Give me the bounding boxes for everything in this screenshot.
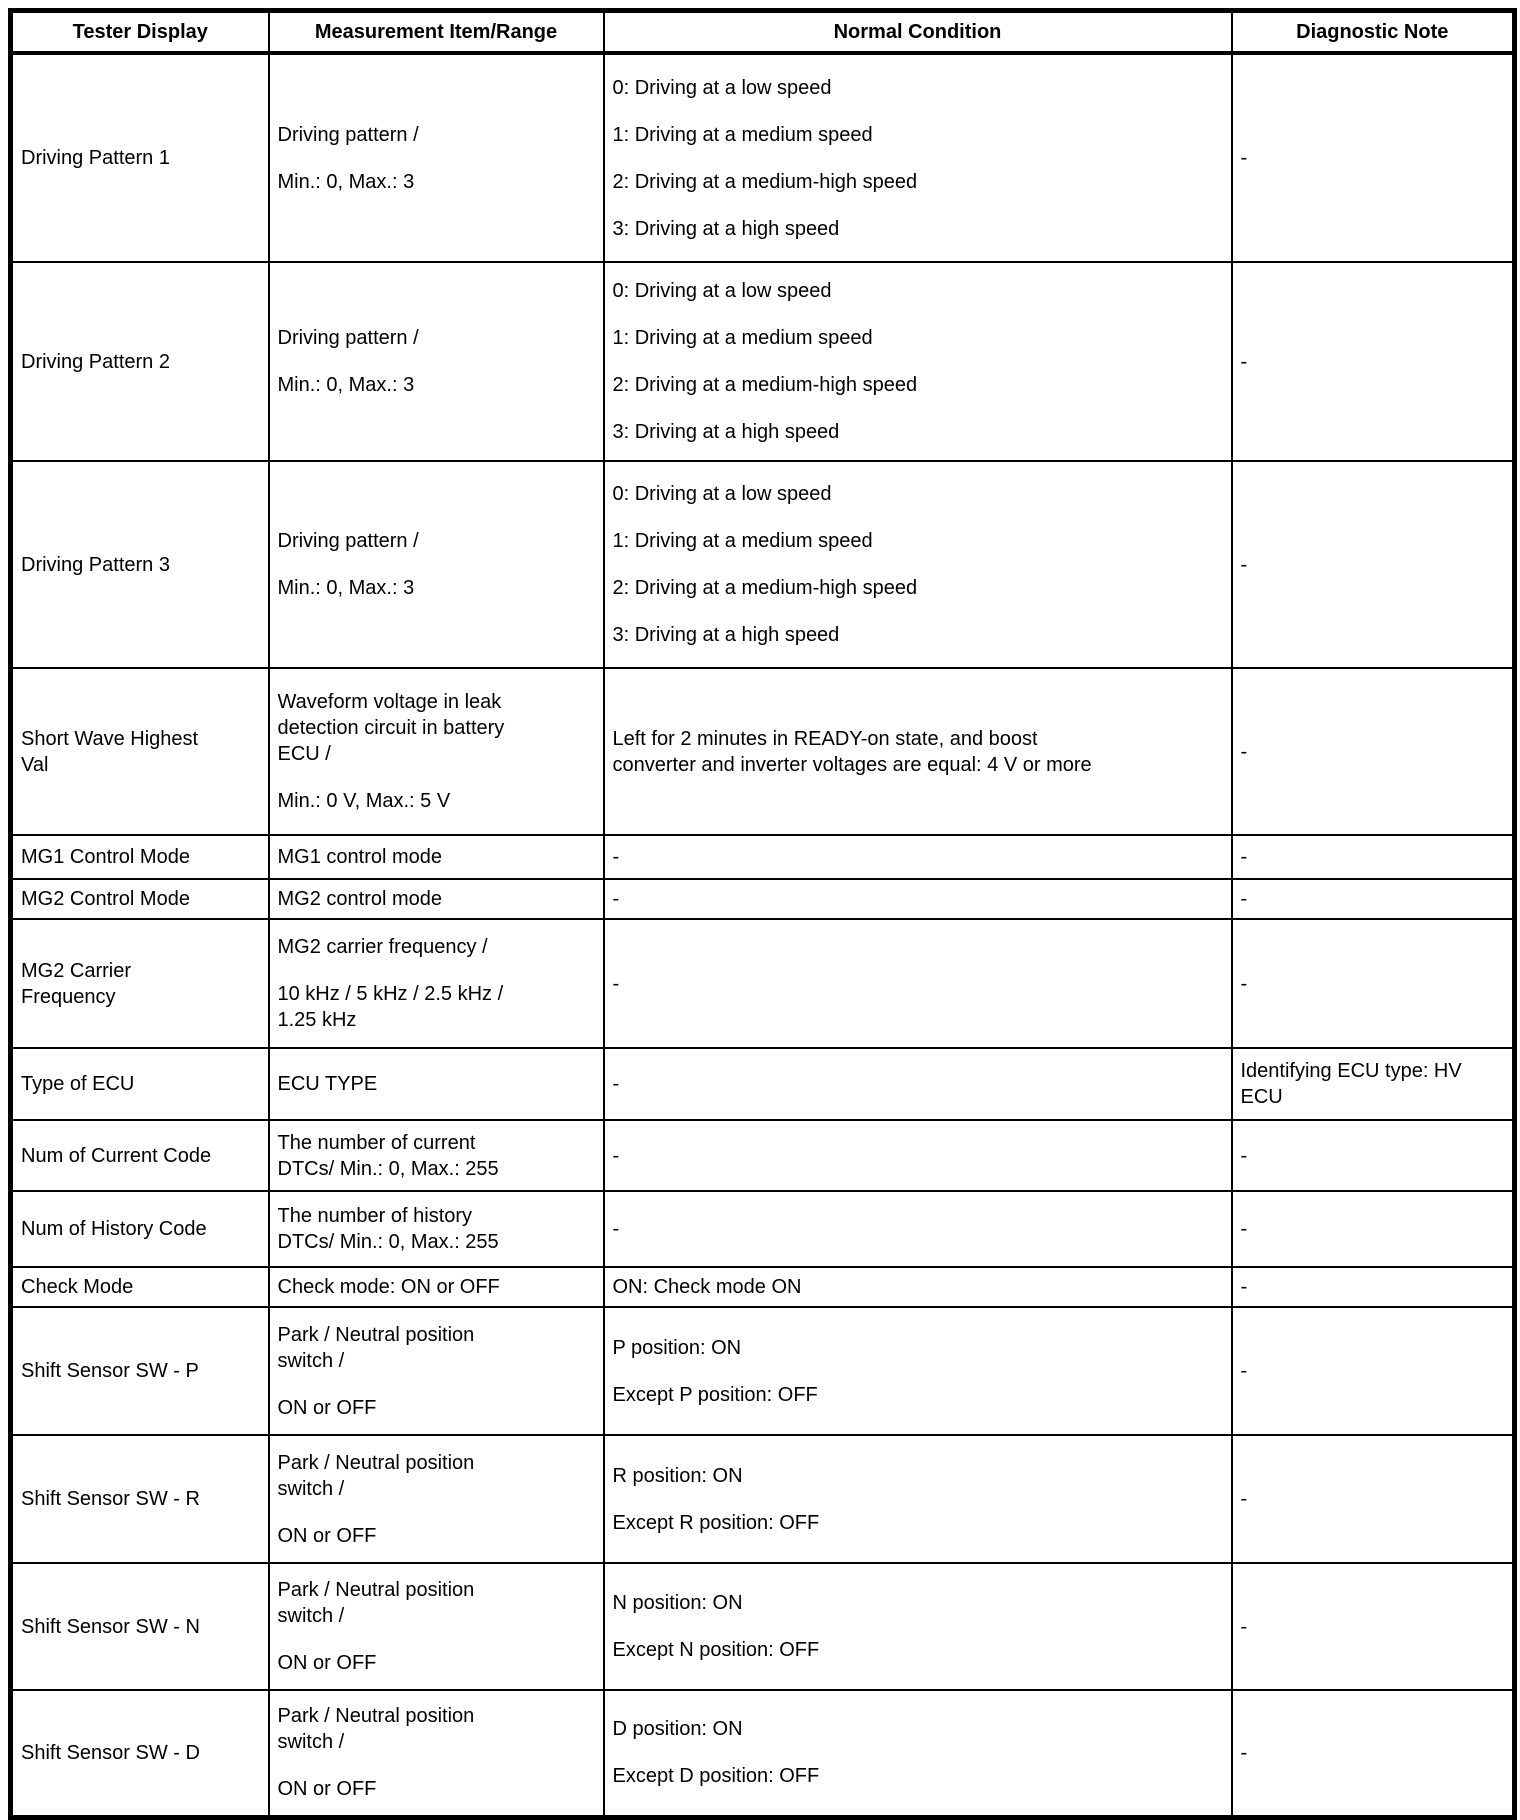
- cell-text: 0: Driving at a low speed: [612, 280, 832, 302]
- cell-text: Shift Sensor SW - N: [21, 1615, 200, 1638]
- cell-text: Waveform voltage in leak detection circuit in battery ECU /: [277, 691, 505, 765]
- table-row: [11, 1307, 1515, 1435]
- cell-text: Except R position: OFF: [612, 1511, 820, 1534]
- cell-text: -: [1240, 1741, 1248, 1764]
- header-row: [11, 11, 1515, 54]
- cell-text: -: [1240, 147, 1248, 169]
- tester-display-cell: [11, 1690, 269, 1817]
- measurement-cell: [269, 1048, 604, 1120]
- diagnostic-note-cell: [1232, 835, 1515, 879]
- table-row: [11, 262, 1515, 461]
- tester-display-cell: [11, 919, 269, 1048]
- tester-display-cell: [11, 879, 269, 919]
- tester-display-cell: [11, 1048, 269, 1120]
- cell-text: Short Wave Highest Val: [21, 727, 199, 776]
- measurement-cell: [269, 1120, 604, 1191]
- cell-text: -: [1240, 553, 1248, 576]
- diagnostic-note-cell: [1232, 1307, 1515, 1435]
- cell-text: Shift Sensor SW - P: [21, 1360, 199, 1382]
- cell-text: -: [1240, 1360, 1248, 1382]
- diagnostic-note-cell: [1232, 919, 1515, 1048]
- cell-text: ON: Check mode ON: [612, 1276, 802, 1298]
- diagnostic-note-cell: [1232, 1435, 1515, 1563]
- cell-text: 2: Driving at a medium-high speed: [612, 577, 918, 599]
- table-row: [11, 1120, 1515, 1191]
- tester-display-cell: [11, 461, 269, 668]
- cell-text: 3: Driving at a high speed: [612, 421, 840, 443]
- cell-text: Shift Sensor SW - D: [21, 1741, 200, 1764]
- tester-display-cell: [11, 668, 269, 835]
- cell-text: Num of Current Code: [21, 1144, 212, 1167]
- cell-text: Left for 2 minutes in READY-on state, and boost converter and inverter voltages are equal: 4 V or more: [612, 727, 1092, 776]
- tester-display-cell: [11, 1191, 269, 1267]
- cell-text: ON or OFF: [277, 1652, 377, 1674]
- measurement-cell: [269, 879, 604, 919]
- normal-condition-cell: [604, 1690, 1232, 1817]
- measurement-cell: [269, 1191, 604, 1267]
- measurement-cell: [269, 835, 604, 879]
- cell-text: -: [612, 972, 620, 995]
- cell-text: MG2 carrier frequency /: [277, 936, 488, 958]
- cell-text: Identifying ECU type: HV ECU: [1240, 1060, 1462, 1108]
- table-row: [11, 1191, 1515, 1267]
- cell-text: Driving Pattern 2: [21, 350, 170, 373]
- diagnostic-note-cell: [1232, 1563, 1515, 1690]
- measurement-cell: [269, 919, 604, 1048]
- diagnostic-note-cell: [1232, 1048, 1515, 1120]
- cell-text: Min.: 0, Max.: 3: [277, 170, 415, 193]
- cell-text: Driving Pattern 1: [21, 147, 170, 169]
- tester-display-cell: [11, 1563, 269, 1690]
- normal-condition-cell: [604, 1191, 1232, 1267]
- cell-text: -: [1240, 740, 1248, 763]
- normal-condition-cell: [604, 53, 1232, 262]
- normal-condition-cell: [604, 461, 1232, 668]
- normal-condition-cell: [604, 1267, 1232, 1307]
- tester-display-cell: [11, 1435, 269, 1563]
- cell-text: ECU TYPE: [277, 1073, 378, 1095]
- cell-text: MG2 Carrier Frequency: [21, 959, 132, 1008]
- normal-condition-cell: [604, 1435, 1232, 1563]
- cell-text: The number of current DTCs/ Min.: 0, Max.: 255: [277, 1131, 499, 1180]
- cell-text: Driving pattern /: [277, 123, 419, 146]
- cell-text: -: [1240, 1276, 1248, 1298]
- cell-text: -: [1240, 972, 1248, 995]
- measurement-cell: [269, 1267, 604, 1307]
- cell-text: MG1 Control Mode: [21, 846, 190, 868]
- measurement-cell: [269, 53, 604, 262]
- cell-text: Except D position: OFF: [612, 1765, 820, 1788]
- cell-text: 3: Driving at a high speed: [612, 624, 840, 646]
- cell-text: Driving pattern /: [277, 530, 419, 552]
- cell-text: P position: ON: [612, 1336, 742, 1359]
- normal-condition-cell: [604, 919, 1232, 1048]
- tester-display-cell: [11, 835, 269, 879]
- cell-text: Park / Neutral position switch /: [277, 1451, 475, 1500]
- table-row: [11, 919, 1515, 1048]
- cell-text: 3: Driving at a high speed: [612, 217, 840, 240]
- cell-text: MG2 Control Mode: [21, 888, 190, 910]
- diagnostic-note-cell: [1232, 262, 1515, 461]
- tester-display-cell: [11, 1267, 269, 1307]
- cell-text: -: [1240, 1615, 1248, 1638]
- measurement-cell: [269, 1690, 604, 1817]
- cell-text: Check Mode: [21, 1276, 134, 1298]
- cell-text: Driving pattern /: [277, 327, 419, 349]
- cell-text: -: [612, 888, 620, 910]
- cell-text: 1: Driving at a medium speed: [612, 327, 873, 349]
- cell-text: Min.: 0, Max.: 3: [277, 374, 415, 396]
- normal-condition-cell: [604, 668, 1232, 835]
- cell-text: -: [612, 1073, 620, 1095]
- col-header-diagnostic-note: Diagnostic Note: [1232, 11, 1515, 54]
- cell-text: ON or OFF: [277, 1778, 377, 1801]
- normal-condition-cell: [604, 879, 1232, 919]
- cell-text: -: [1240, 888, 1248, 910]
- col-header-normal-condition: Normal Condition: [604, 11, 1232, 54]
- cell-text: -: [612, 1218, 620, 1240]
- diagnostic-note-cell: [1232, 1191, 1515, 1267]
- normal-condition-cell: [604, 1307, 1232, 1435]
- table-row: [11, 879, 1515, 919]
- diagnostic-note-cell: [1232, 1690, 1515, 1817]
- cell-text: Shift Sensor SW - R: [21, 1488, 200, 1510]
- normal-condition-cell: [604, 262, 1232, 461]
- tester-display-cell: [11, 1307, 269, 1435]
- diagnostic-note-cell: [1232, 461, 1515, 668]
- table-row: [11, 1048, 1515, 1120]
- diagnostic-note-cell: [1232, 1120, 1515, 1191]
- measurement-cell: [269, 1307, 604, 1435]
- cell-text: R position: ON: [612, 1464, 743, 1487]
- cell-text: 2: Driving at a medium-high speed: [612, 374, 918, 396]
- cell-text: -: [1240, 350, 1248, 373]
- diagnostic-note-cell: [1232, 53, 1515, 262]
- col-header-tester-display: Tester Display: [11, 11, 269, 54]
- cell-text: Num of History Code: [21, 1218, 207, 1240]
- cell-text: Type of ECU: [21, 1073, 135, 1095]
- cell-text: The number of history DTCs/ Min.: 0, Max.: 255: [277, 1205, 499, 1253]
- cell-text: N position: ON: [612, 1592, 743, 1614]
- table-row: [11, 1690, 1515, 1817]
- table-row: [11, 461, 1515, 668]
- measurement-cell: [269, 1435, 604, 1563]
- cell-text: MG1 control mode: [277, 846, 443, 868]
- table-header: [11, 11, 1515, 54]
- cell-text: ON or OFF: [277, 1524, 377, 1547]
- table-row: [11, 835, 1515, 879]
- normal-condition-cell: [604, 1048, 1232, 1120]
- measurement-cell: [269, 262, 604, 461]
- cell-text: D position: ON: [612, 1718, 743, 1741]
- table-row: [11, 668, 1515, 835]
- tester-display-cell: [11, 262, 269, 461]
- measurement-cell: [269, 461, 604, 668]
- cell-text: Park / Neutral position switch /: [277, 1579, 475, 1627]
- datalist-table: [8, 8, 1517, 1820]
- cell-text: 2: Driving at a medium-high speed: [612, 170, 918, 193]
- tester-display-cell: [11, 1120, 269, 1191]
- cell-text: Except P position: OFF: [612, 1383, 818, 1406]
- measurement-cell: [269, 1563, 604, 1690]
- cell-text: MG2 control mode: [277, 888, 443, 910]
- diagnostic-note-cell: [1232, 1267, 1515, 1307]
- cell-text: 1: Driving at a medium speed: [612, 530, 873, 552]
- table-row: [11, 1435, 1515, 1563]
- normal-condition-cell: [604, 835, 1232, 879]
- cell-text: -: [612, 1144, 620, 1167]
- cell-text: Check mode: ON or OFF: [277, 1276, 500, 1298]
- cell-text: -: [1240, 846, 1248, 868]
- normal-condition-cell: [604, 1563, 1232, 1690]
- table-body: [11, 53, 1515, 1817]
- diagnostic-note-cell: [1232, 879, 1515, 919]
- cell-text: -: [1240, 1144, 1248, 1167]
- cell-text: Min.: 0 V, Max.: 5 V: [277, 790, 451, 812]
- table-row: [11, 1563, 1515, 1690]
- cell-text: ON or OFF: [277, 1396, 377, 1419]
- diagnostic-note-cell: [1232, 668, 1515, 835]
- normal-condition-cell: [604, 1120, 1232, 1191]
- cell-text: Park / Neutral position switch /: [277, 1323, 475, 1372]
- cell-text: -: [1240, 1218, 1248, 1240]
- cell-text: -: [1240, 1488, 1248, 1510]
- cell-text: 10 kHz / 5 kHz / 2.5 kHz / 1.25 kHz: [277, 983, 504, 1031]
- cell-text: Driving Pattern 3: [21, 553, 170, 576]
- table-row: [11, 53, 1515, 262]
- cell-text: -: [612, 846, 620, 868]
- cell-text: Park / Neutral position switch /: [277, 1705, 475, 1754]
- table-row: [11, 1267, 1515, 1307]
- tester-display-cell: [11, 53, 269, 262]
- measurement-cell: [269, 668, 604, 835]
- col-header-measurement-item-range: Measurement Item/Range: [269, 11, 604, 54]
- cell-text: 1: Driving at a medium speed: [612, 123, 873, 146]
- cell-text: 0: Driving at a low speed: [612, 76, 832, 99]
- cell-text: 0: Driving at a low speed: [612, 483, 832, 505]
- cell-text: Except N position: OFF: [612, 1639, 820, 1661]
- cell-text: Min.: 0, Max.: 3: [277, 577, 415, 599]
